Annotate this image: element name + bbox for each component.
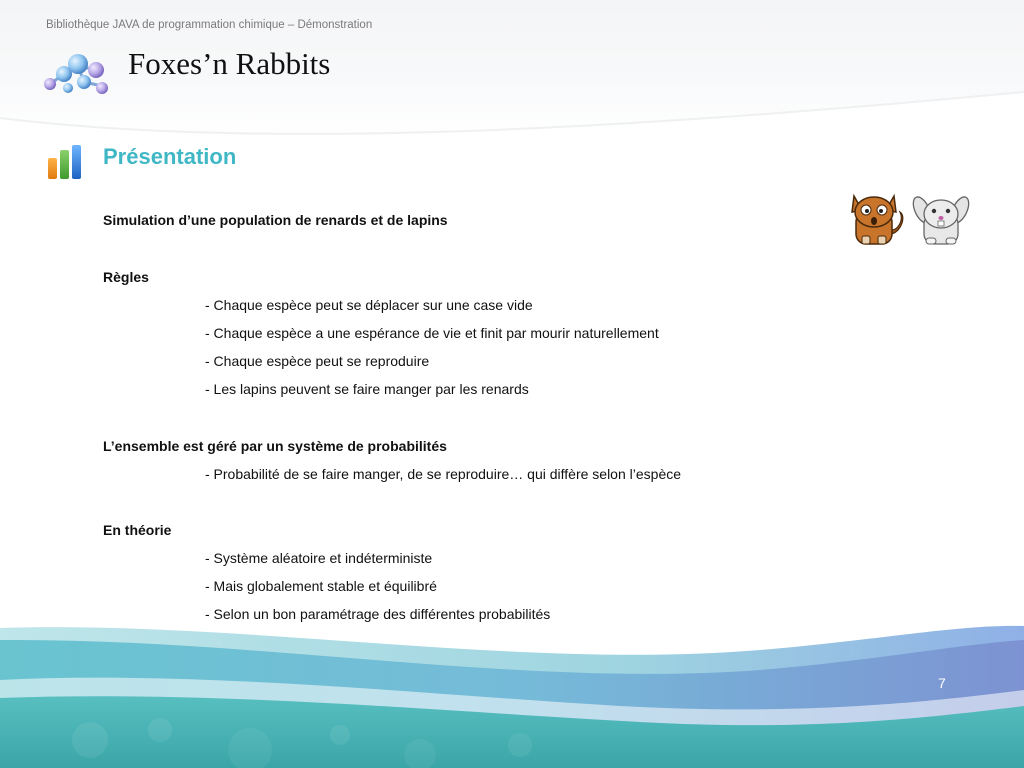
theory-item: - Selon un bon paramétrage des différentes probabilités [205,606,551,622]
theory-item: - Système aléatoire et indéterministe [205,550,433,566]
animals-illustration [848,190,972,248]
rules-heading: Règles [103,269,149,285]
footer-wave [0,610,1024,768]
presentation-subtitle: Bibliothèque JAVA de programmation chimique – Démonstration [46,19,373,31]
theory-heading: En théorie [103,522,172,538]
rule-item: - Chaque espèce peut se reproduire [205,353,430,369]
slide-title: Foxes’n Rabbits [128,46,331,81]
rule-item: - Chaque espèce a une espérance de vie et finit par mourir naturellement [205,325,659,341]
theory-item: - Mais globalement stable et équilibré [205,578,437,594]
molecule-logo-icon [40,44,112,102]
fox-icon [852,196,903,244]
probability-heading: L’ensemble est géré par un système de probabilités [103,438,447,454]
page-number: 7 [938,675,946,691]
probability-item: - Probabilité de se faire manger, de se reproduire… qui diffère selon l’espèce [205,466,682,482]
rule-item: - Les lapins peuvent se faire manger par les renards [205,381,529,397]
bar-chart-icon [46,144,84,182]
section-title: Présentation [103,144,237,169]
intro-text: Simulation d’une population de renards et de lapins [103,212,448,228]
rabbit-icon [910,194,972,244]
rule-item: - Chaque espèce peut se déplacer sur une case vide [205,297,533,313]
